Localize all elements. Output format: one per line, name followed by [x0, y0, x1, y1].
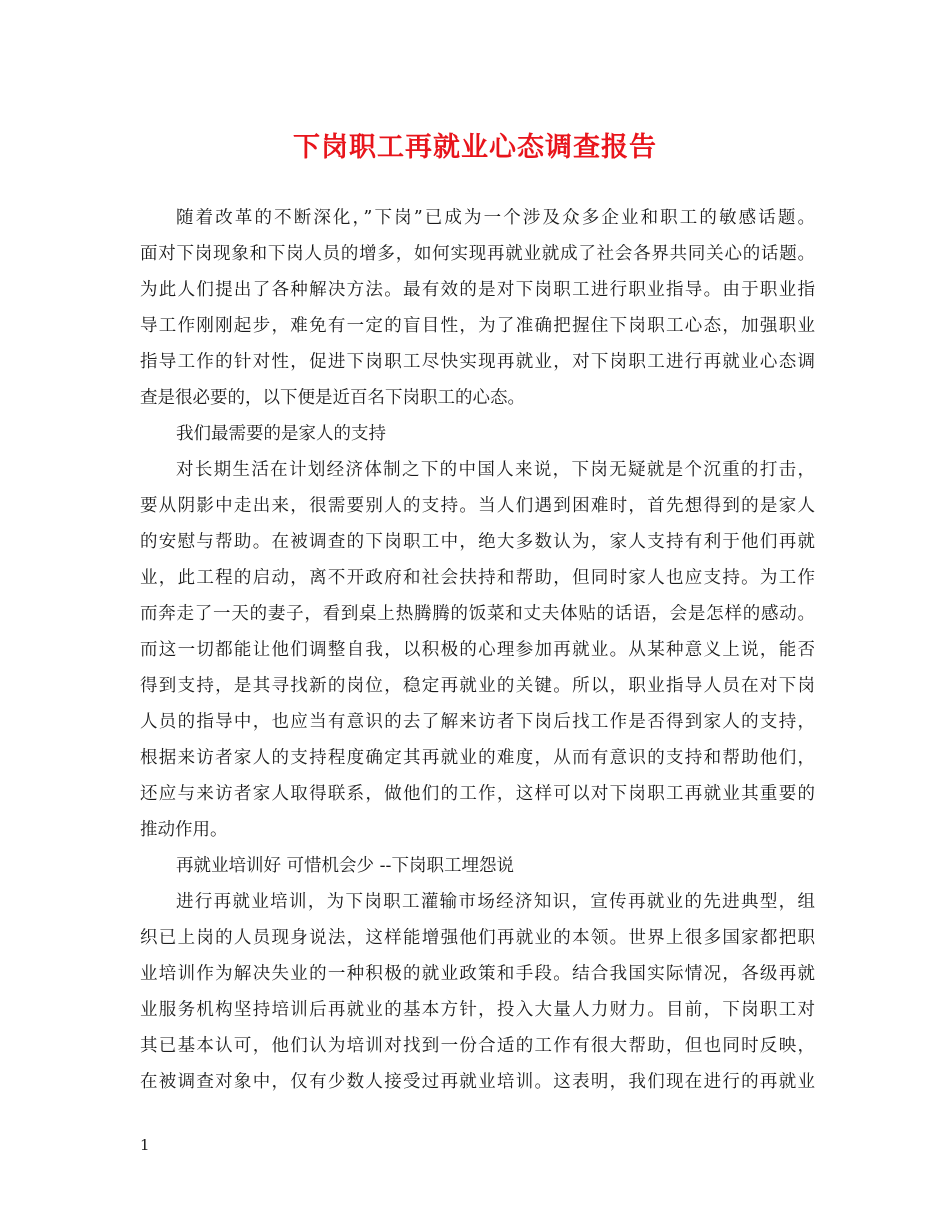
text-line: 在被调查对象中，仅有少数人接受过再就业培训。这表明，我们现在进行的再就业: [140, 1072, 815, 1092]
text-line: 根据来访者家人的支持程度确定其再就业的难度，从而有意识的支持和帮助他们，: [140, 748, 815, 768]
text-line: 为此人们提出了各种解决方法。最有效的是对下岗职工进行职业指导。由于职业指: [140, 280, 815, 300]
text-line: 要从阴影中走出来，很需要别人的支持。当人们遇到困难时，首先想得到的是家人: [140, 496, 815, 516]
text-line: 指导工作的针对性，促进下岗职工尽快实现再就业，对下岗职工进行再就业心态调: [140, 352, 815, 372]
section-heading: 我们最需要的是家人的支持: [176, 424, 386, 444]
text-line: 业服务机构坚持培训后再就业的基本方针，投入大量人力财力。目前，下岗职工对: [140, 1000, 815, 1020]
document-body: [140, 200, 815, 1100]
section-heading: 再就业培训好 可惜机会少 --下岗职工埋怨说: [176, 856, 514, 876]
text-line: 导工作刚刚起步，难免有一定的盲目性，为了准确把握住下岗职工心态，加强职业: [140, 316, 815, 336]
text-line: 查是很必要的，以下便是近百名下岗职工的心态。: [140, 388, 525, 408]
text-line: 面对下岗现象和下岗人员的增多，如何实现再就业就成了社会各界共同关心的话题。: [140, 244, 815, 264]
text-line: 的安慰与帮助。在被调查的下岗职工中，绝大多数认为，家人支持有利于他们再就: [140, 532, 815, 552]
text-line: 进行再就业培训，为下岗职工灌输市场经济知识，宣传再就业的先进典型，组: [176, 892, 815, 912]
text-line: 对长期生活在计划经济体制之下的中国人来说，下岗无疑就是个沉重的打击，: [176, 460, 815, 480]
text-line: 随着改革的不断深化，”下岗”已成为一个涉及众多企业和职工的敏感话题。: [176, 208, 815, 228]
text-line: 业培训作为解决失业的一种积极的就业政策和手段。结合我国实际情况，各级再就: [140, 964, 815, 984]
text-line: 而这一切都能让他们调整自我，以积极的心理参加再就业。从某种意义上说，能否: [140, 640, 815, 660]
text-line: 而奔走了一天的妻子，看到桌上热腾腾的饭菜和丈夫体贴的话语，会是怎样的感动。: [140, 604, 815, 624]
page-number: 1: [140, 1136, 150, 1154]
document-title: 下岗职工再就业心态调查报告: [293, 132, 657, 163]
text-line: 得到支持，是其寻找新的岗位，稳定再就业的关键。所以，职业指导人员在对下岗: [140, 676, 815, 696]
text-line: 业，此工程的启动，离不开政府和社会扶持和帮助，但同时家人也应支持。为工作: [140, 568, 815, 588]
text-line: 其已基本认可，他们认为培训对找到一份合适的工作有很大帮助，但也同时反映，: [140, 1036, 815, 1056]
text-line: 人员的指导中，也应当有意识的去了解来访者下岗后找工作是否得到家人的支持，: [140, 712, 815, 732]
text-line: 推动作用。: [140, 820, 228, 840]
text-line: 织已上岗的人员现身说法，这样能增强他们再就业的本领。世界上很多国家都把职: [140, 928, 815, 948]
text-line: 还应与来访者家人取得联系，做他们的工作，这样可以对下岗职工再就业其重要的: [140, 784, 815, 804]
